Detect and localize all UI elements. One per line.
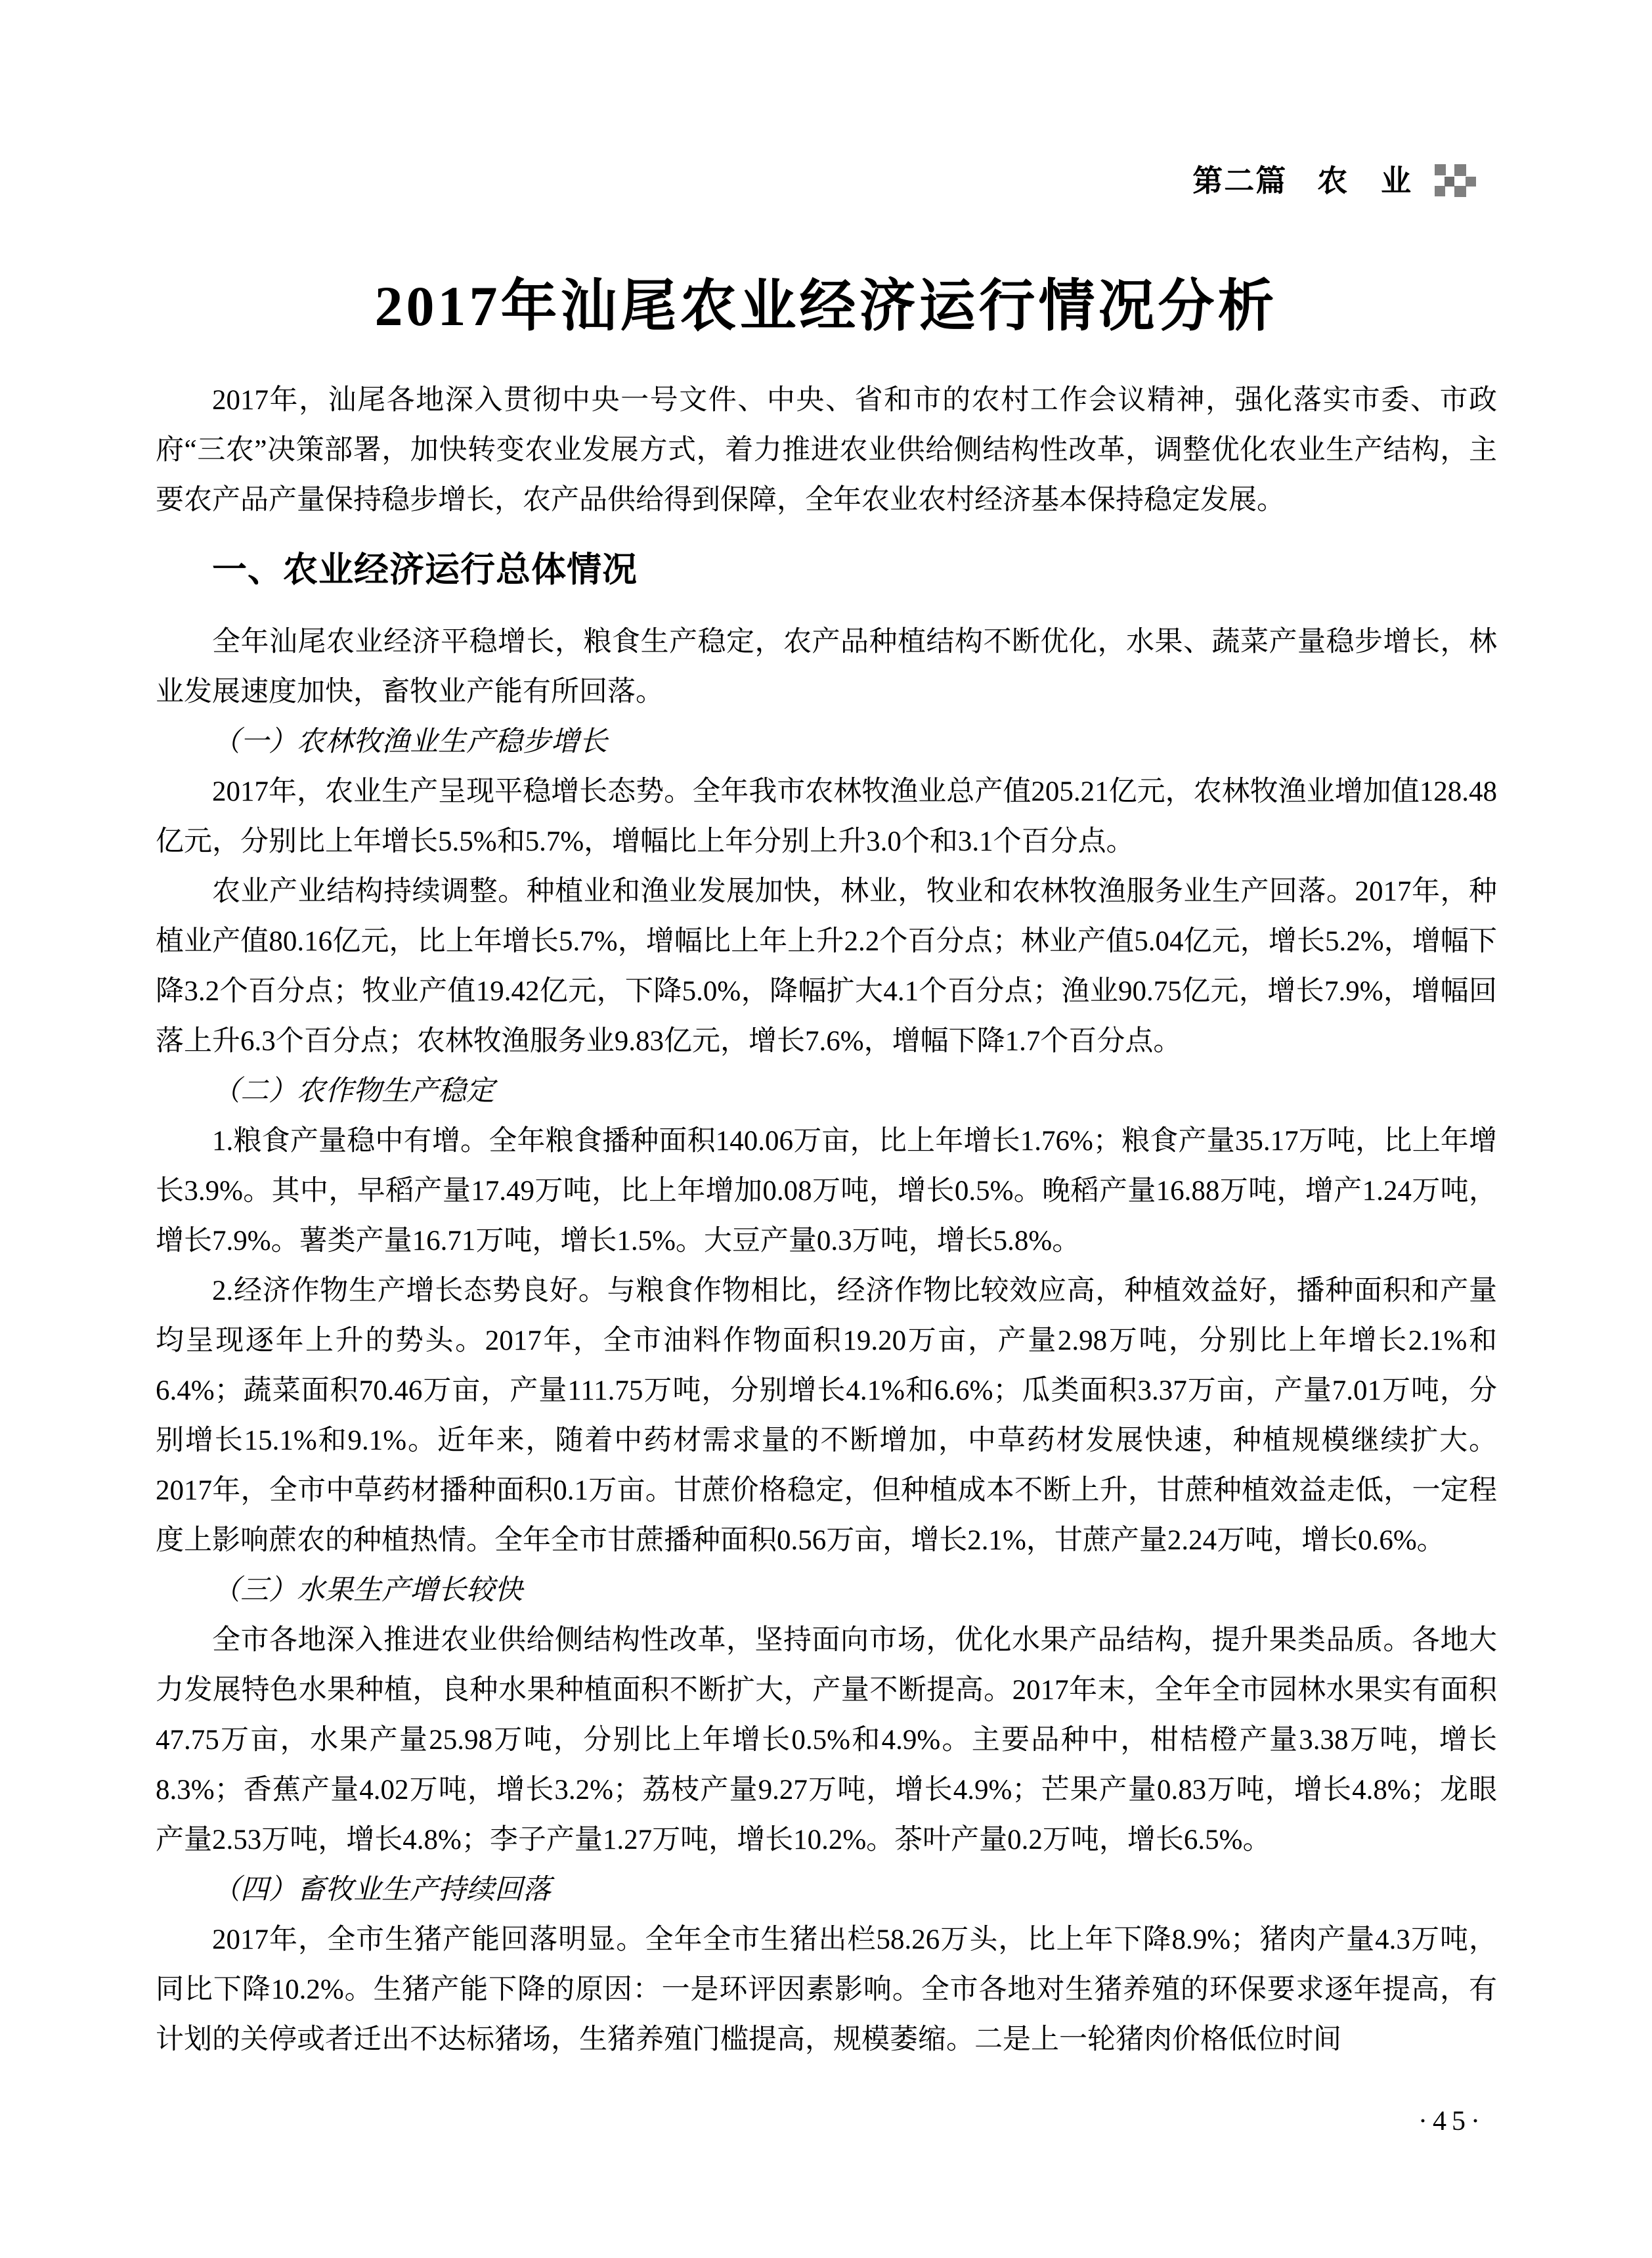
page-number: ·45· [1418, 2106, 1485, 2136]
section-heading-overall-situation: 一、农业经济运行总体情况 [212, 550, 638, 589]
intro-paragraph: 2017年，汕尾各地深入贯彻中央一号文件、中央、省和市的农村工作会议精神，强化落实市委、市政府“三农”决策部署，加快转变农业发展方式，着力推进农业供给侧结构性改革，调整优化农业生产结构，主要农产品产量保持稳步增长，农产品供给得到保障，全年农业农村经济基本保持稳定发展。 [156, 385, 1497, 516]
checker-ornament-icon [1435, 164, 1476, 197]
paragraph-fruit-production: 全市各地深入推进农业供给侧结构性改革，坚持面向市场，优化水果产品结构，提升果类品质。各地大力发展特色水果种植，良种水果种植面积不断扩大，产量不断提高。2017年末，全年全市园林水果实有面积47.75万亩，水果产量25.98万吨，分别比上年增长0.5%和4.9%。主要品种中，柑桔橙产量3.38万吨，增长8.3%；香蕉产量4.02万吨，增长3.2%；荔枝产量9.27万吨，增长4.9%；芒果产量0.83万吨，增长4.8%；龙眼产量2.53万吨，增长4.8%；李子产量1.27万吨，增长10.2%。茶叶产量0.2万吨，增长6.5%。 [156, 1625, 1497, 1855]
paragraph-cash-crops: 2.经济作物生产增长态势良好。与粮食作物相比，经济作物比较效应高，种植效益好，播种面积和产量均呈现逐年上升的势头。2017年，全市油料作物面积19.20万亩，产量2.98万吨，分别比上年增长2.1%和6.4%；蔬菜面积70.46万亩，产量111.75万吨，分别增长4.1%和6.6%；瓜类面积3.37万亩，产量7.01万吨，分别增长15.1%和9.1%。近年来，随着中药材需求量的不断增加，中草药材发展快速，种植规模继续扩大。2017年，全市中草药材播种面积0.1万亩。甘蔗价格稳定，但种植成本不断上升，甘蔗种植效益走低，一定程度上影响蔗农的种植热情。全年全市甘蔗播种面积0.56万亩，增长2.1%，甘蔗产量2.24万吨，增长0.6%。 [156, 1275, 1497, 1556]
paragraph-grain-production: 1.粮食产量稳中有增。全年粮食播种面积140.06万亩，比上年增长1.76%；粮食产量35.17万吨，比上年增长3.9%。其中，早稻产量17.49万吨，比上年增加0.08万吨，增长0.5%。晚稻产量16.88万吨，增产1.24万吨，增长7.9%。薯类产量16.71万吨，增长1.5%。大豆产量0.3万吨，增长5.8%。 [156, 1126, 1497, 1256]
subsection-heading-2: （二）农作物生产稳定 [212, 1076, 494, 1107]
running-header [1192, 160, 1476, 201]
paragraph-livestock: 2017年，全市生猪产能回落明显。全年全市生猪出栏58.26万头，比上年下降8.9%；猪肉产量4.3万吨，同比下降10.2%。生猪产能下降的原因：一是环评因素影响。全市各地对生猪养殖的环保要求逐年提高，有计划的关停或者迁出不达标猪场，生猪养殖门槛提高，规模萎缩。二是上一轮猪肉价格低位时间 [156, 1924, 1497, 2055]
subsection-heading-4: （四）畜牧业生产持续回落 [212, 1874, 551, 1905]
paragraph-output-value: 2017年，农业生产呈现平稳增长态势。全年我市农林牧渔业总产值205.21亿元，农林牧渔业增加值128.48亿元，分别比上年增长5.5%和5.7%，增幅比上年分别上升3.0个和3.1个百分点。 [156, 776, 1497, 857]
paragraph-industry-structure: 农业产业结构持续调整。种植业和渔业发展加快，林业，牧业和农林牧渔服务业生产回落。2017年，种植业产值80.16亿元，比上年增长5.7%，增幅比上年上升2.2个百分点；林业产值5.04亿元，增长5.2%，增幅下降3.2个百分点；牧业产值19.42亿元，下降5.0%，降幅扩大4.1个百分点；渔业90.75亿元，增长7.9%，增幅回落上升6.3个百分点；农林牧渔服务业9.83亿元，增长7.6%，增幅下降1.7个百分点。 [156, 876, 1497, 1057]
document-title: 2017年汕尾农业经济运行情况分析 [374, 274, 1278, 338]
subsection-heading-1: （一）农林牧渔业生产稳步增长 [212, 726, 607, 757]
document-body [156, 376, 1497, 2065]
paragraph-overview: 全年汕尾农业经济平稳增长，粮食生产稳定，农产品种植结构不断优化，水果、蔬菜产量稳步增长，林业发展速度加快，畜牧业产能有所回落。 [156, 627, 1497, 707]
section-title: 农 业 [1317, 164, 1412, 198]
section-label: 第二篇 [1192, 164, 1288, 198]
subsection-heading-3: （三）水果生产增长较快 [212, 1575, 523, 1606]
